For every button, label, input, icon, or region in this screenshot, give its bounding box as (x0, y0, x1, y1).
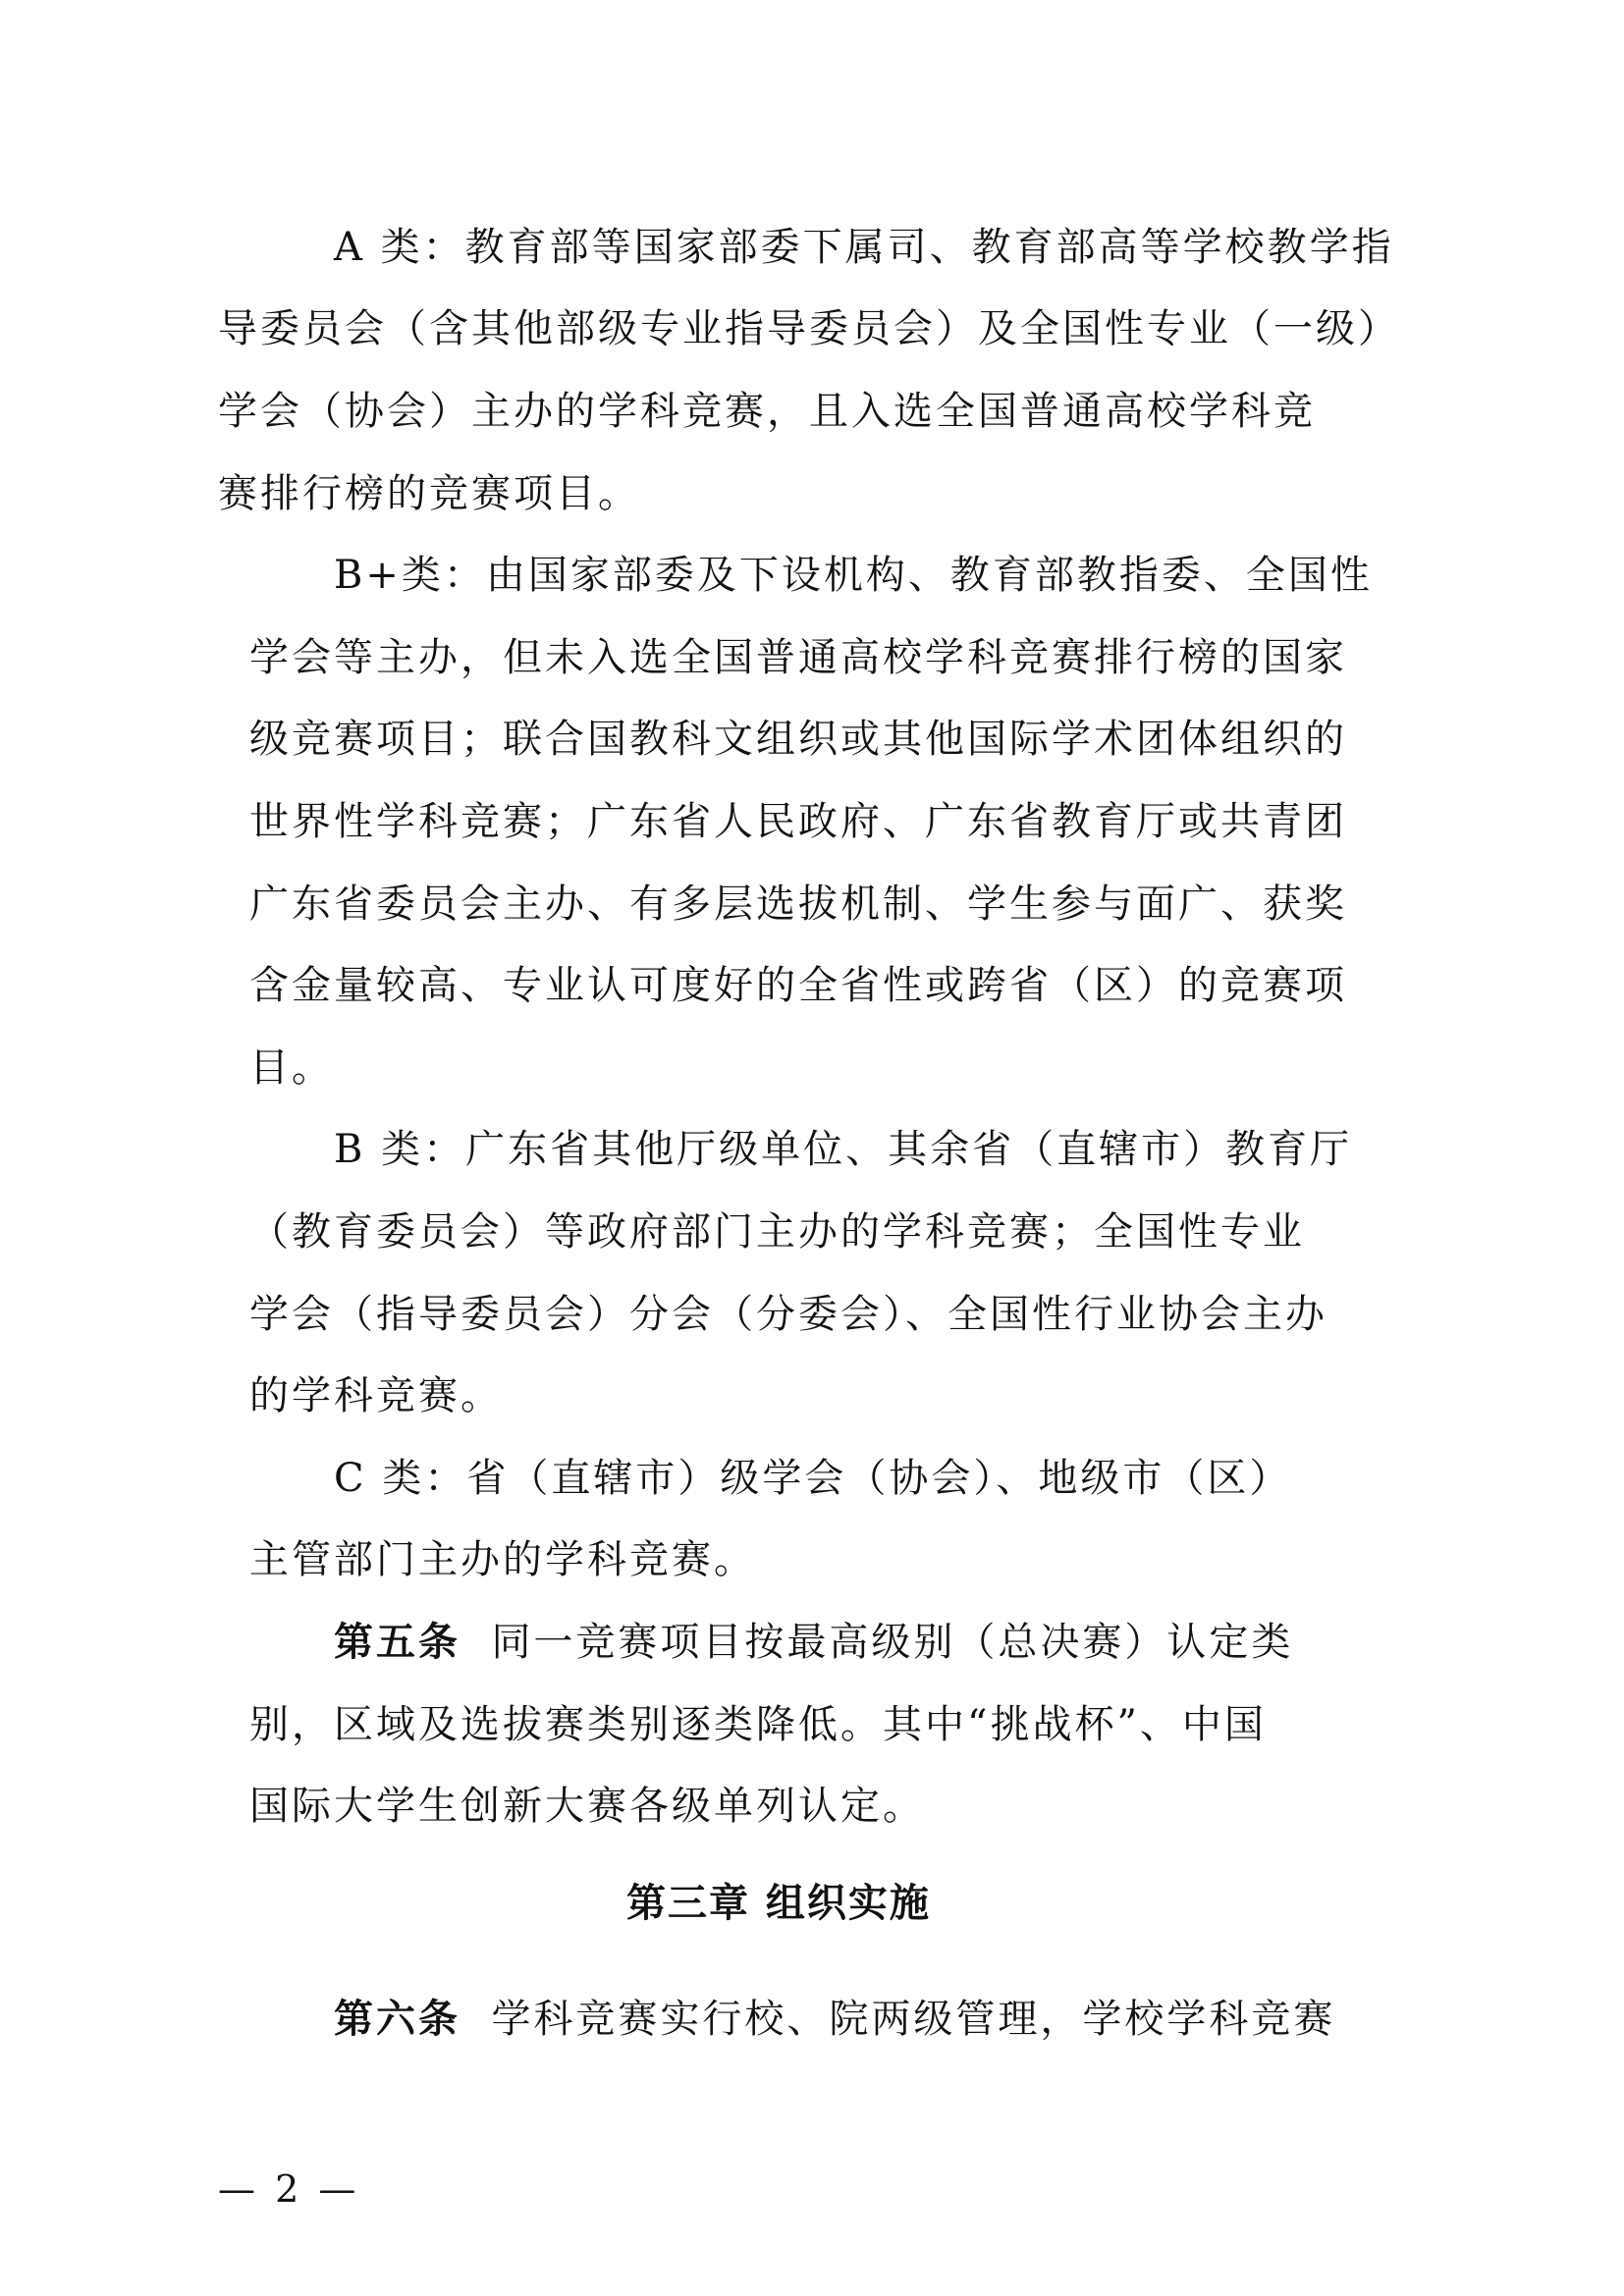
cat-b-plus-line-4: 世界性学科竞赛；广东省人民政府、广东省教育厅或共青团 (249, 799, 1347, 844)
page-number: — 2 — (218, 2167, 360, 2211)
cat-b-line-3: 学会（指导委员会）分会（分委会）、全国性行业协会主办 (249, 1292, 1327, 1337)
cat-a-line-3: 学会（协会）主办的学科竞赛，且入选全国普通高校学科竞 (218, 389, 1316, 434)
cat-b-plus-line-7: 目。 (249, 1045, 334, 1091)
cat-b-plus-line-3: 级竞赛项目；联合国教科文组织或其他国际学术团体组织的 (249, 717, 1347, 762)
cat-b-line-2: （教育委员会）等政府部门主办的学科竞赛；全国性专业 (249, 1209, 1305, 1255)
chapter-heading: 第三章 组织实施 (626, 1881, 931, 1926)
cat-a-line-2: 导委员会（含其他部级专业指导委员会）及全国性专业（一级） (218, 306, 1400, 351)
article5-label: 第五条 (334, 1620, 460, 1665)
cat-a-line-1: A 类：教育部等国家部委下属司、教育部高等学校教学指 (334, 225, 1394, 270)
cat-b-plus-line-5: 广东省委员会主办、有多层选拔机制、学生参与面广、获奖 (249, 881, 1347, 927)
cat-b-plus-line-6: 含金量较高、专业认可度好的全省性或跨省（区）的竞赛项 (249, 963, 1347, 1008)
article6-text-1: 学科竞赛实行校、院两级管理，学校学科竞赛 (491, 1997, 1336, 2042)
cat-b-plus-line-2: 学会等主办，但未入选全国普通高校学科竞赛排行榜的国家 (249, 635, 1347, 680)
article6-label: 第六条 (334, 1997, 460, 2042)
cat-b-plus-line-1: B+类：由国家部委及下设机构、教育部教指委、全国性 (334, 553, 1373, 598)
cat-a-line-4: 赛排行榜的竞赛项目。 (218, 471, 640, 516)
cat-b-line-4: 的学科竞赛。 (249, 1373, 503, 1418)
cat-c-line-1: C 类：省（直辖市）级学会（协会）、地级市（区） (334, 1456, 1292, 1501)
article5-text-1: 同一竞赛项目按最高级别（总决赛）认定类 (491, 1620, 1294, 1665)
article5-line-2: 别，区域及选拔赛类别逐类降低。其中“挑战杯”、中国 (249, 1702, 1267, 1747)
cat-c-line-2: 主管部门主办的学科竞赛。 (249, 1537, 756, 1582)
article5-line-1 (334, 1615, 1293, 1670)
article5-line-3: 国际大学生创新大赛各级单列认定。 (249, 1784, 925, 1829)
article6-line-1 (334, 1992, 1335, 2047)
cat-b-line-1: B 类：广东省其他厅级单位、其余省（直辖市）教育厅 (334, 1127, 1353, 1172)
